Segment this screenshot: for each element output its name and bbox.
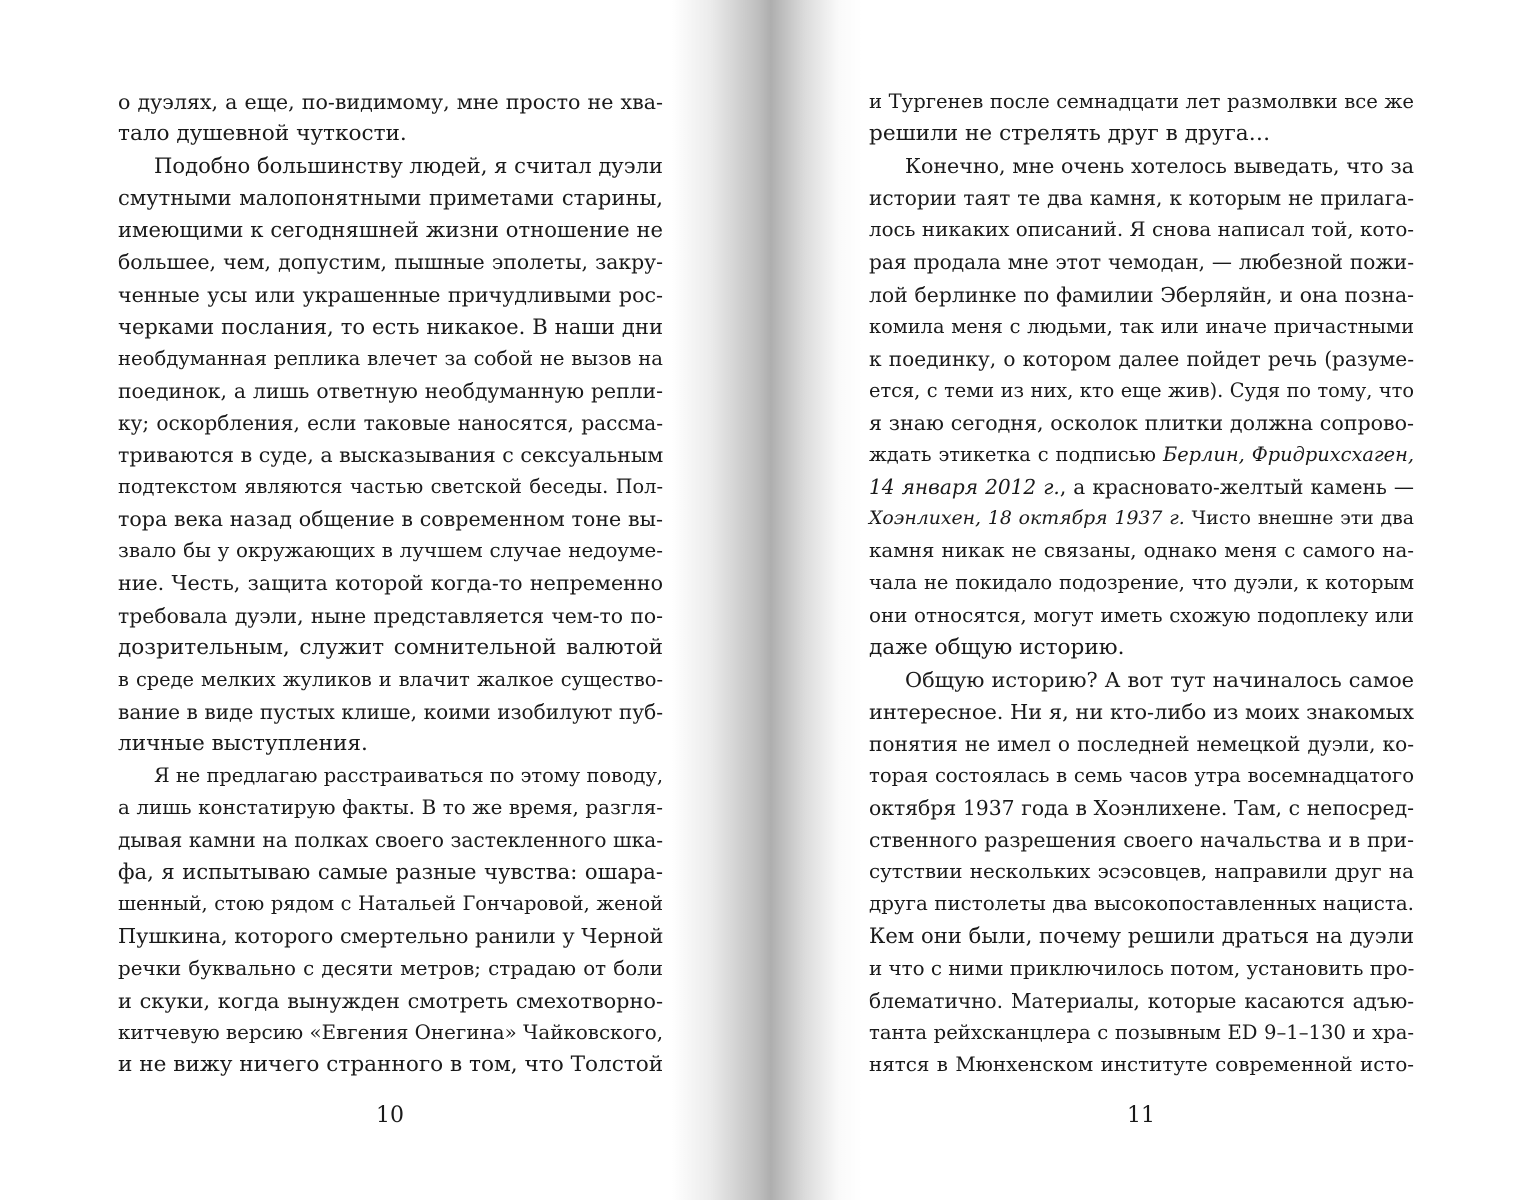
page-number: 11 — [1127, 1103, 1155, 1128]
text-line: дывая камни на полках своего застекленного шка- — [118, 828, 663, 853]
text-line: к поединку, о котором далее пойдет речь (разуме- — [869, 346, 1414, 371]
text-line: камня никак не связаны, однако меня с самого на- — [869, 539, 1414, 563]
text-line: ние. Честь, защита которой когда-то непременно — [118, 571, 663, 596]
text-line: имеющими к сегодняшней жизни отношение не — [118, 217, 663, 243]
italic-place-date: Хоэнлихен, 18 октября 1937 г. — [869, 508, 1185, 530]
italic-date: 14 января 2012 г. — [869, 475, 1060, 500]
text-line: смутными малопонятными приметами старины, — [118, 185, 663, 211]
text-line: и скуки, когда вынужден смотреть смехотворно- — [118, 988, 663, 1013]
right-page-text — [869, 86, 1414, 1081]
text-line: необдуманная реплика влечет за собой не вызов на — [118, 346, 663, 370]
text-line: в среде мелких жуликов и влачит жалкое существо- — [118, 667, 663, 691]
text-line: поединок, а лишь ответную необдуманную репли- — [118, 378, 663, 403]
text-line: тора века назад общение в современном тоне вы- — [118, 507, 663, 532]
text-line: и не вижу ничего странного в том, что Толстой — [118, 1051, 664, 1077]
text-line: истории таят те два камня, к которым не прилага- — [869, 186, 1414, 211]
text-line: комила меня с людьми, так или иначе причастными — [869, 314, 1414, 338]
text-line: а лишь констатирую факты. В то же время, разгля- — [118, 796, 663, 820]
text-line: Подобно большинству людей, я считал дуэли — [154, 153, 663, 179]
text-line: личные выступления. — [118, 730, 368, 756]
text-line: октября 1937 года в Хоэнлихене. Там, с непосред- — [869, 796, 1414, 821]
text-line: Кем они были, почему решили драться на дуэли — [869, 923, 1414, 949]
text-line: сутствии нескольких эсэсовцев, направили друг на — [869, 860, 1414, 884]
text-line: танта рейхсканцлера с позывным ED 9–1–130 и хра- — [869, 1020, 1414, 1044]
text-line: решили не стрелять друг в друга… — [869, 121, 1271, 147]
text-line: и что с ними приключилось потом, установить про- — [869, 956, 1415, 980]
text-line: друга пистолеты два высокопоставленных нациста. — [869, 892, 1414, 916]
text-line: речки буквально с десяти метров; страдаю от боли — [118, 956, 663, 980]
text-line: дозрительным, служит сомнительной валютой — [118, 634, 663, 660]
text-line: подтекстом являются частью светской беседы. Пол- — [118, 475, 663, 499]
book-gutter-shadow — [672, 0, 862, 1200]
text-line: ственного разрешения своего начальства и в при- — [869, 828, 1414, 853]
left-page-text — [118, 86, 663, 1081]
text-line: они относятся, могут иметь схожую подоплеку или — [869, 603, 1414, 627]
text-line: Общую историю? А вот тут начиналось самое — [905, 667, 1414, 692]
text-line: черками послания, то есть никакое. В наши дни — [118, 313, 663, 339]
italic-place-date: Берлин, Фридрихсхаген, — [1163, 443, 1415, 467]
text-line: лой берлинке по фамилии Эберляйн, и она позна- — [869, 282, 1414, 307]
text-line: нятся в Мюнхенском институте современной исто- — [869, 1052, 1414, 1076]
text-line — [869, 439, 1414, 471]
text-line: чала не покидало подозрение, что дуэли, к которым — [869, 571, 1414, 595]
text-line: понятия не имел о последней немецкой дуэли, ко- — [869, 731, 1414, 756]
text-line: Я не предлагаю расстраиваться по этому поводу, — [154, 763, 663, 787]
text-line: ку; оскорбления, если таковые наносятся, рассма- — [118, 410, 663, 435]
text-line: рая продала мне этот чемодан, — любезной пожи- — [869, 250, 1414, 275]
text-line: ченные усы или украшенные причудливыми рос- — [118, 282, 663, 307]
text-line: Пушкина, которого смертельно ранили у Черной — [118, 924, 664, 949]
text-line: шенный, стою рядом с Натальей Гончаровой, женой — [118, 892, 663, 916]
text-line: блематично. Материалы, которые касаются адъю- — [869, 988, 1414, 1013]
text-segment: , а красновато-желтый камень — — [1059, 475, 1415, 500]
text-segment: Чисто внешне эти два — [1184, 508, 1414, 530]
text-line: фа, я испытываю самые разные чувства: ошара- — [118, 859, 663, 885]
text-line: лось никаких описаний. Я снова написал той, кото- — [869, 218, 1414, 242]
text-line: Конечно, мне очень хотелось выведать, что за — [905, 154, 1414, 179]
text-line — [869, 471, 1414, 503]
text-line: и Тургенев после семнадцати лет размолвки все же — [869, 90, 1414, 113]
text-line: я знаю сегодня, осколок плитки должна сопрово- — [869, 410, 1414, 435]
text-line: торая состоялась в семь часов утра восемнадцатого — [869, 763, 1414, 787]
text-line: ется, с теми из них, кто еще жив). Судя по тому, что — [869, 378, 1414, 402]
text-line: требовала дуэли, ныне представляется чем-то по- — [118, 603, 663, 628]
text-line: большее, чем, допустим, пышные эполеты, закру- — [118, 250, 663, 275]
page-number: 10 — [376, 1103, 404, 1128]
text-line: звало бы у окружающих в лучшем случае недоуме- — [118, 539, 663, 563]
text-line: триваются в суде, а высказывания с сексуальным — [118, 443, 664, 468]
text-line: интересное. Ни я, ни кто-либо из моих знакомых — [869, 699, 1414, 724]
text-line: вание в виде пустых клише, коими изобилуют пуб- — [118, 699, 663, 724]
text-line — [869, 503, 1414, 535]
text-line: даже общую историю. — [869, 634, 1125, 660]
text-line: тало душевной чуткости. — [118, 121, 407, 147]
text-line: китчевую версию «Евгения Онегина» Чайковского, — [118, 1020, 664, 1044]
text-segment: ждать этикетка с подписью — [869, 443, 1157, 467]
text-line: о дуэлях, а еще, по-видимому, мне просто не хва- — [118, 90, 663, 114]
